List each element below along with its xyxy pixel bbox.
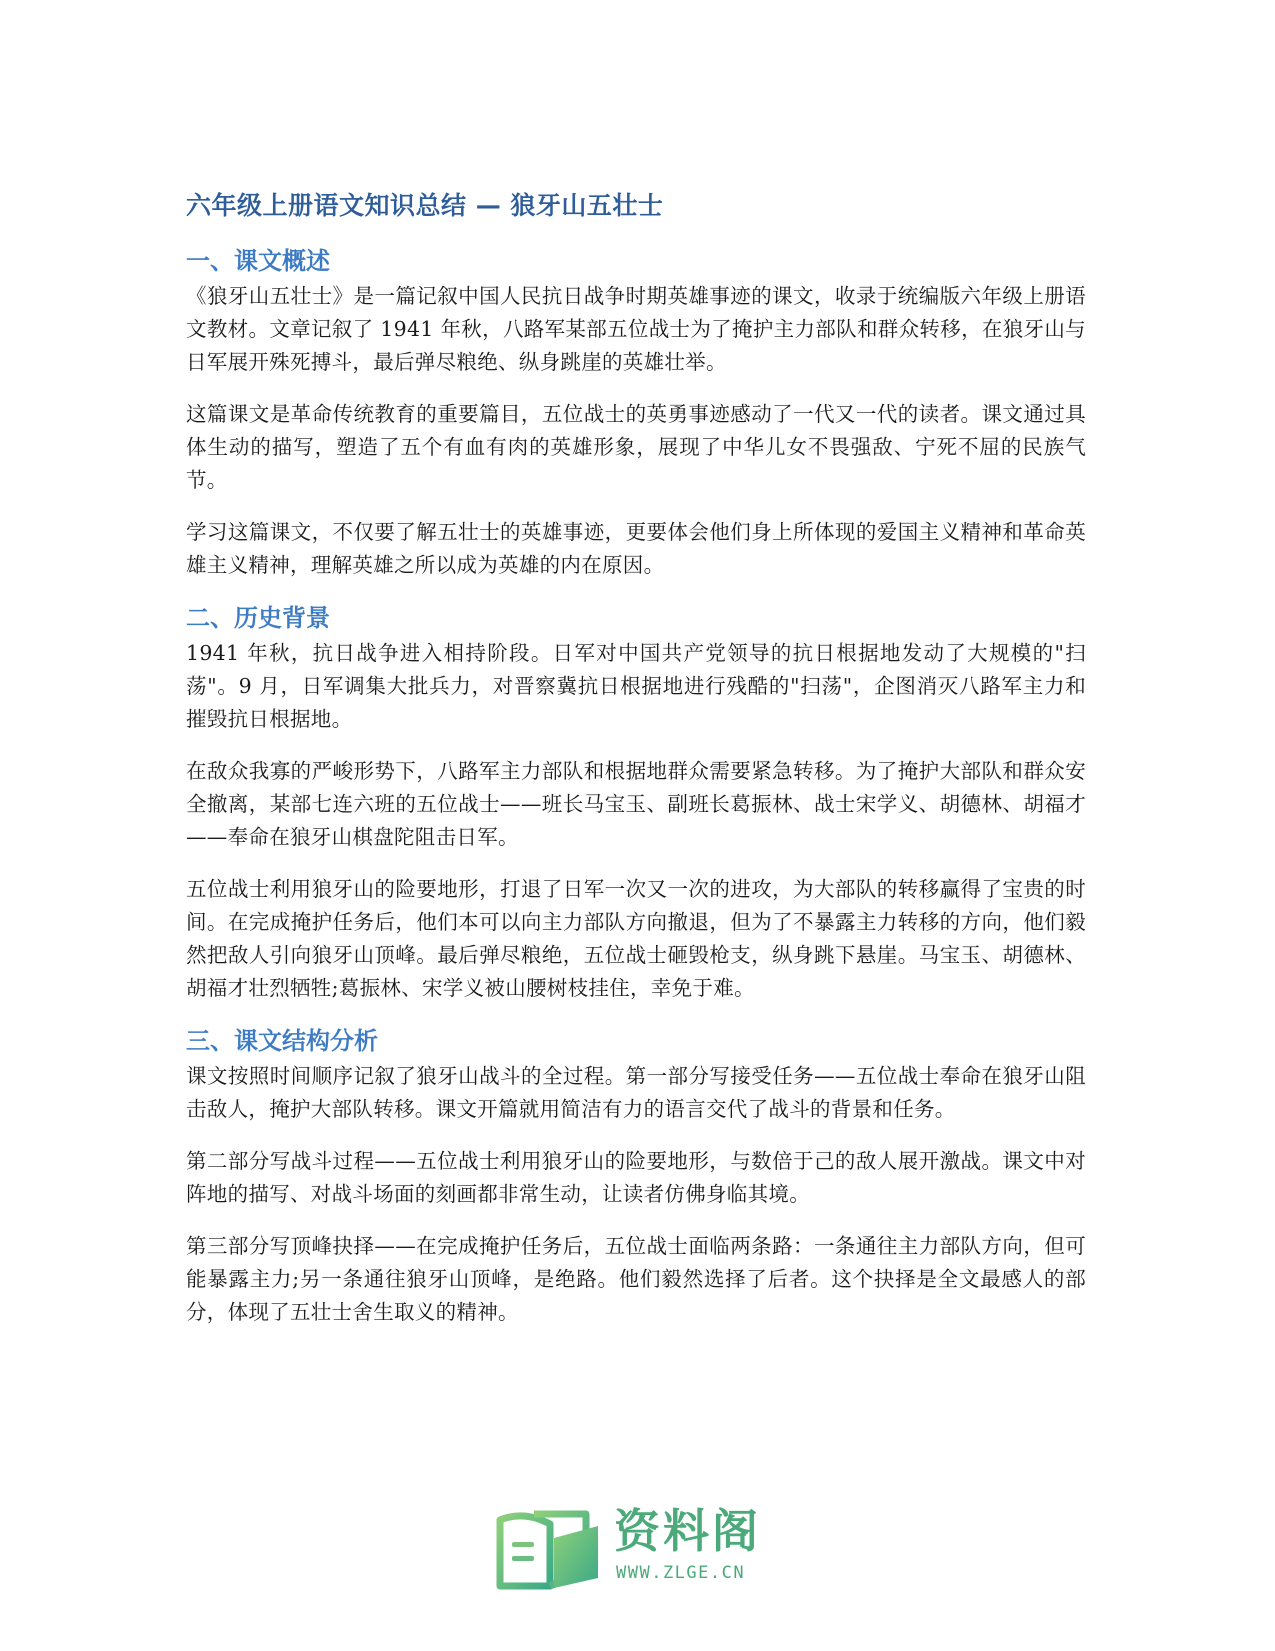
logo-url: WWW.ZLGE.CN	[616, 1563, 746, 1583]
paragraph: 1941 年秋，抗日战争进入相持阶段。日军对中国共产党领导的抗日根据地发动了大规模的"扫荡"。9 月，日军调集大批兵力，对晋察冀抗日根据地进行残酷的"扫荡"，企图消灭八路军主力和摧毁抗日根据地。	[186, 641, 1086, 731]
section-heading: 三、课文结构分析	[186, 1027, 378, 1055]
paragraph: 第二部分写战斗过程——五位战士利用狼牙山的险要地形，与数倍于己的敌人展开激战。课文中对阵地的描写、对战斗场面的刻画都非常生动，让读者仿佛身临其境。	[186, 1149, 1086, 1206]
paragraph: 课文按照时间顺序记叙了狼牙山战斗的全过程。第一部分写接受任务——五位战士奉命在狼牙山阻击敌人，掩护大部队转移。课文开篇就用简洁有力的语言交代了战斗的背景和任务。	[186, 1064, 1086, 1121]
watermark-logo	[494, 1502, 784, 1592]
document-page	[186, 188, 1086, 1348]
paragraph: 第三部分写顶峰抉择——在完成掩护任务后，五位战士面临两条路：一条通往主力部队方向，但可能暴露主力;另一条通往狼牙山顶峰，是绝路。他们毅然选择了后者。这个抉择是全文最感人的部分，体现了五壮士舍生取义的精神。	[186, 1234, 1086, 1324]
section-structure	[186, 1024, 1086, 1329]
open-book-icon	[494, 1502, 604, 1592]
paragraph: 学习这篇课文，不仅要了解五壮士的英雄事迹，更要体会他们身上所体现的爱国主义精神和革命英雄主义精神，理解英雄之所以成为英雄的内在原因。	[186, 520, 1086, 577]
page-title: 六年级上册语文知识总结 — 狼牙山五壮士	[186, 191, 664, 220]
paragraph: 五位战士利用狼牙山的险要地形，打退了日军一次又一次的进攻，为大部队的转移赢得了宝贵的时间。在完成掩护任务后，他们本可以向主力部队方向撤退，但为了不暴露主力转移的方向，他们毅然把敌人引向狼牙山顶峰。最后弹尽粮绝，五位战士砸毁枪支，纵身跳下悬崖。马宝玉、胡德林、胡福才壮烈牺牲;葛振林、宋学义被山腰树枝挂住，幸免于难。	[186, 877, 1086, 1000]
section-overview	[186, 244, 1086, 582]
paragraph: 这篇课文是革命传统教育的重要篇目，五位战士的英勇事迹感动了一代又一代的读者。课文通过具体生动的描写，塑造了五个有血有肉的英雄形象，展现了中华儿女不畏强敌、宁死不屈的民族气节。	[186, 402, 1086, 492]
paragraph: 《狼牙山五壮士》是一篇记叙中国人民抗日战争时期英雄事迹的课文，收录于统编版六年级上册语文教材。文章记叙了 1941 年秋，八路军某部五位战士为了掩护主力部队和群众转移，在狼牙山与日军展开殊死搏斗，最后弹尽粮绝、纵身跳崖的英雄壮举。	[186, 284, 1086, 374]
section-heading: 一、课文概述	[186, 247, 330, 275]
section-heading: 二、历史背景	[186, 604, 330, 632]
logo-name: 资料阁	[614, 1504, 761, 1558]
section-history	[186, 601, 1086, 1005]
paragraph: 在敌众我寡的严峻形势下，八路军主力部队和根据地群众需要紧急转移。为了掩护大部队和群众安全撤离，某部七连六班的五位战士——班长马宝玉、副班长葛振林、战士宋学义、胡德林、胡福才——奉命在狼牙山棋盘陀阻击日军。	[186, 759, 1086, 849]
